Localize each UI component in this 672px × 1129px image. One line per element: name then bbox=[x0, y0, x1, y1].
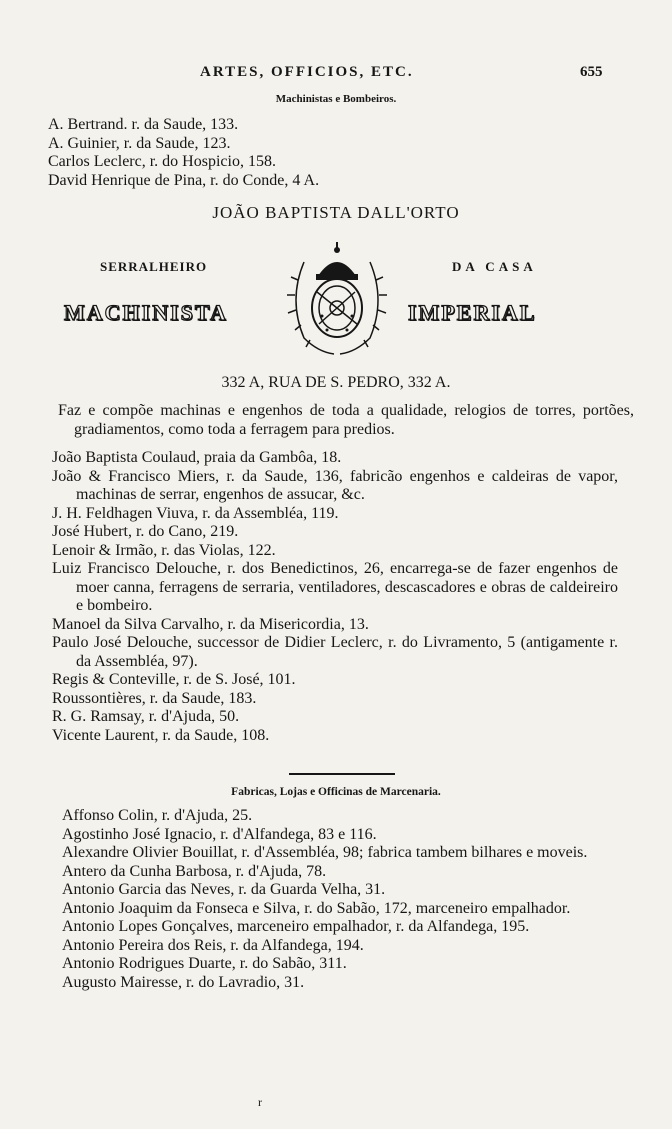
advertisement-description: Faz e compõe machinas e engenhos de toda a qualidade, relogios de torres, portões, gradiamentos, como toda a ferragem para predios. bbox=[58, 402, 634, 438]
advertisement-name: JOÃO BAPTISTA DALL'ORTO bbox=[212, 203, 460, 222]
list-item: Roussontières, r. da Saude, 183. bbox=[52, 689, 257, 707]
list-item: Antero da Cunha Barbosa, r. d'Ajuda, 78. bbox=[62, 862, 327, 880]
list-item: J. H. Feldhagen Viuva, r. da Assembléa, 119. bbox=[52, 504, 339, 522]
list-item: Affonso Colin, r. d'Ajuda, 25. bbox=[62, 807, 253, 824]
section-heading-machinistas: Machinistas e Bombeiros. bbox=[275, 93, 397, 105]
list-item: Manoel da Silva Carvalho, r. da Misericordia, 13. bbox=[52, 615, 369, 633]
list-item: Antonio Joaquim da Fonseca e Silva, r. do Sabão, 172, marceneiro empalhador. bbox=[62, 899, 571, 917]
entry-list-marcenaria bbox=[62, 807, 622, 992]
list-item: A. Guinier, r. da Saude, 123. bbox=[48, 134, 231, 152]
advertisement-right-line2: IMPERIAL bbox=[408, 300, 537, 325]
list-item: José Hubert, r. do Cano, 219. bbox=[52, 523, 239, 540]
footer-mark: r bbox=[258, 1095, 262, 1109]
entry-list-top bbox=[48, 116, 648, 190]
advertisement-left-line2: MACHINISTA bbox=[64, 300, 228, 325]
section-heading-marcenaria: Fabricas, Lojas e Officinas de Marcenaria. bbox=[231, 786, 441, 798]
running-head-title: ARTES, OFFICIOS, ETC. bbox=[200, 64, 414, 80]
list-item: David Henrique de Pina, r. do Conde, 4 A. bbox=[48, 171, 320, 189]
entry-list-bottom bbox=[52, 449, 618, 745]
list-item: Augusto Mairesse, r. do Lavradio, 31. bbox=[62, 973, 305, 991]
list-item: R. G. Ramsay, r. d'Ajuda, 50. bbox=[52, 708, 240, 725]
advertisement-left-line1: SERRALHEIRO bbox=[100, 259, 208, 274]
advertisement-right-line1: DA CASA bbox=[452, 259, 537, 274]
list-item: Antonio Pereira dos Reis, r. da Alfandega, 194. bbox=[62, 936, 364, 954]
imperial-coat-of-arms-icon bbox=[282, 240, 392, 360]
list-item: Vicente Laurent, r. da Saude, 108. bbox=[52, 726, 270, 744]
list-item: Paulo José Delouche, successor de Didier Leclerc, r. do Livramento, 5 (antigamente r. da Assembléa, 97). bbox=[52, 634, 618, 670]
list-item: Regis & Conteville, r. de S. José, 101. bbox=[52, 671, 296, 688]
section-divider bbox=[289, 773, 395, 775]
list-item: Agostinho José Ignacio, r. d'Alfandega, 83 e 116. bbox=[62, 825, 377, 843]
list-item: Carlos Leclerc, r. do Hospicio, 158. bbox=[48, 153, 276, 170]
advertisement-address: 332 A, RUA DE S. PEDRO, 332 A. bbox=[221, 374, 451, 391]
list-item: Luiz Francisco Delouche, r. dos Benedictinos, 26, encarrega-se de fazer engenhos de moer canna, ferragens de serraria, ventiladores, descascadores e obras de caldeireiro e bombeiro. bbox=[52, 560, 618, 614]
running-head bbox=[0, 64, 672, 84]
list-item: Antonio Lopes Gonçalves, marceneiro empalhador, r. da Alfandega, 195. bbox=[62, 918, 530, 935]
page-number: 655 bbox=[580, 64, 603, 80]
list-item: Alexandre Olivier Bouillat, r. d'Assembléa, 98; fabrica tambem bilhares e moveis. bbox=[62, 844, 588, 861]
list-item: Antonio Rodrigues Duarte, r. do Sabão, 311. bbox=[62, 955, 347, 972]
list-item: Antonio Garcia das Neves, r. da Guarda Velha, 31. bbox=[62, 881, 386, 898]
list-item: João & Francisco Miers, r. da Saude, 136, fabricão engenhos e caldeiras de vapor, machinas de serrar, engenhos de assucar, &c. bbox=[52, 467, 618, 503]
list-item: João Baptista Coulaud, praia da Gambôa, 18. bbox=[52, 449, 342, 466]
list-item: Lenoir & Irmão, r. das Violas, 122. bbox=[52, 541, 276, 559]
list-item: A. Bertrand. r. da Saude, 133. bbox=[48, 116, 239, 133]
